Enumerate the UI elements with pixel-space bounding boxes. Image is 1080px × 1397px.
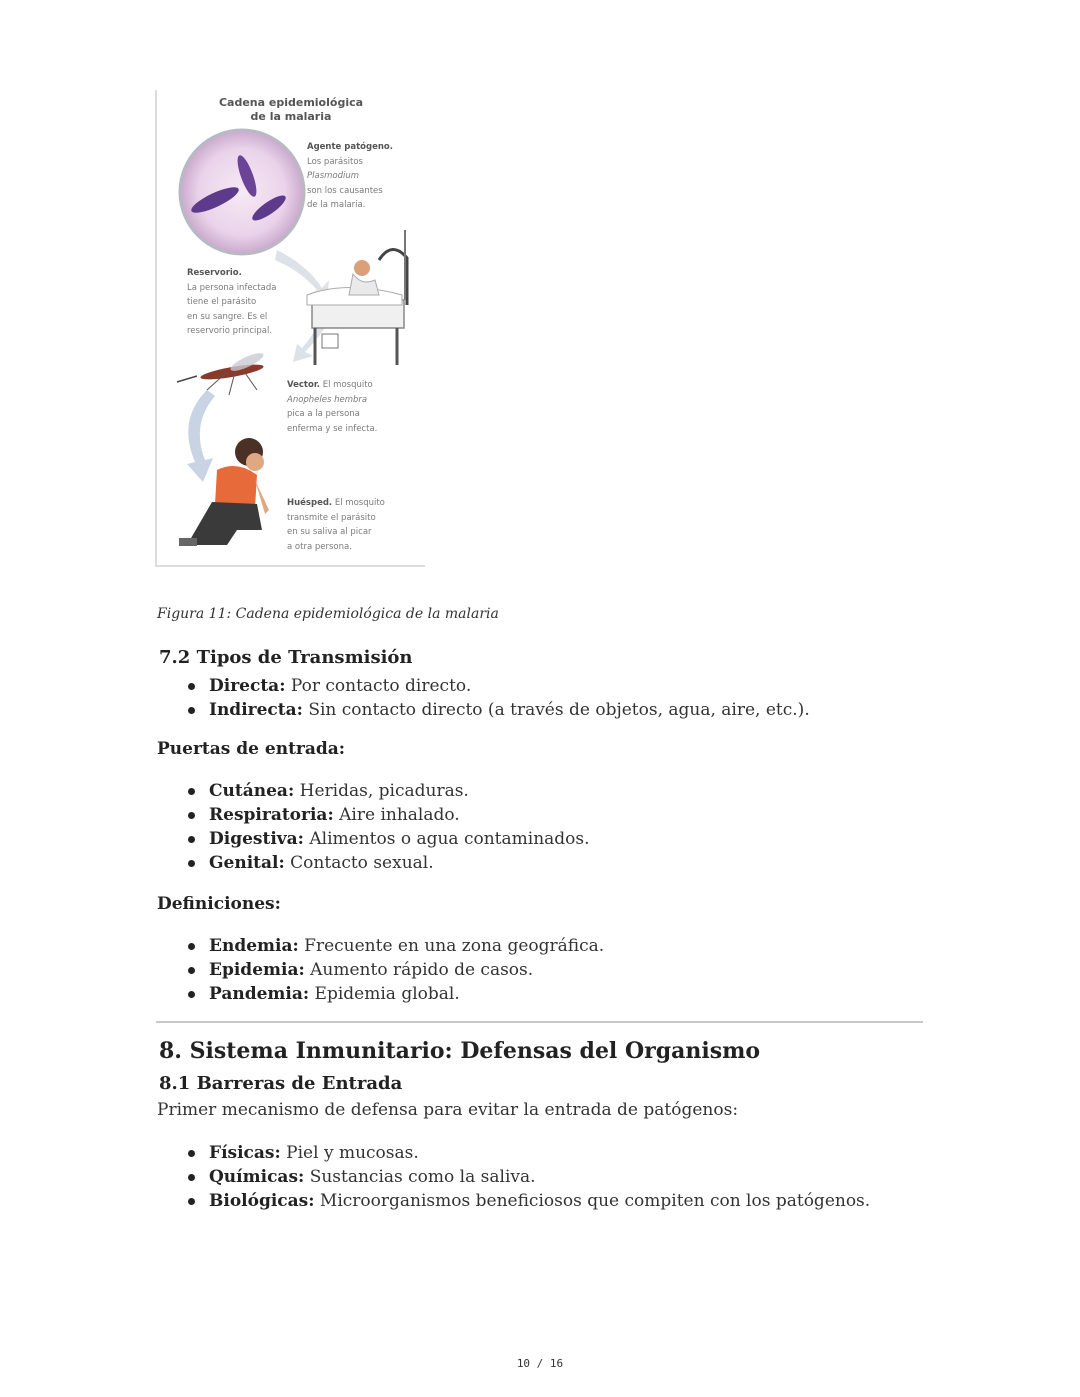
barriers-list (157, 1141, 870, 1213)
list-item (157, 851, 590, 875)
item-term: Directa: (209, 676, 286, 696)
item-desc: Por contacto directo. (285, 676, 472, 696)
note-title: Huésped. (287, 498, 333, 508)
item-term: Pandemia: (209, 984, 310, 1004)
item-term: Digestiva: (209, 829, 304, 849)
list-item (157, 934, 604, 958)
item-desc: Aumento rápido de casos. (304, 960, 534, 980)
note-line: reservorio principal. (187, 326, 273, 336)
item-term: Genital: (209, 853, 285, 873)
figure-title-line: de la malaria (250, 110, 332, 123)
list-item (157, 1141, 870, 1165)
definiciones-label: Definiciones: (157, 894, 281, 914)
note-agente (307, 140, 393, 213)
item-term: Físicas: (209, 1143, 281, 1163)
note-line: enferma y se infecta. (287, 423, 378, 434)
intro-paragraph: Primer mecanismo de defensa para evitar la entrada de patógenos: (157, 1100, 739, 1120)
item-desc: Alimentos o agua contaminados. (303, 829, 590, 849)
puertas-label: Puertas de entrada: (157, 739, 346, 759)
note-title: Reservorio. (187, 268, 242, 278)
note-line: tiene el parásito (187, 297, 257, 307)
note-line: son los causantes (307, 185, 383, 196)
bed-with-patient (307, 230, 407, 365)
parasite-cell (180, 130, 304, 254)
item-term: Biológicas: (209, 1191, 315, 1211)
note-reservorio (187, 266, 276, 339)
list-item (157, 803, 590, 827)
item-desc: Sin contacto directo (a través de objetos, agua, aire, etc.). (302, 700, 810, 720)
item-term: Cutánea: (209, 781, 295, 801)
figure-title (157, 96, 425, 124)
note-huesped (287, 496, 385, 554)
transmission-list (157, 674, 810, 722)
item-desc: Piel y mucosas. (280, 1143, 419, 1163)
list-item (157, 698, 810, 722)
note-line: Anopheles hembra (287, 394, 368, 405)
note-line: en su sangre. Es el (187, 311, 268, 322)
note-line: a otra persona. (287, 541, 352, 552)
puertas-list (157, 779, 590, 875)
section-heading-8-1: 8.1 Barreras de Entrada (159, 1073, 403, 1094)
note-line: pica a la persona (287, 409, 360, 419)
note-line: transmite el parásito (287, 512, 376, 523)
list-item (157, 1165, 870, 1189)
list-item (157, 779, 590, 803)
note-vector (287, 378, 377, 436)
section-heading-8: 8. Sistema Inmunitario: Defensas del Organismo (159, 1038, 761, 1064)
figure-caption: Figura 11: Cadena epidemiológica de la malaria (157, 606, 499, 622)
note-title: Vector. (287, 380, 321, 390)
section-heading-7-2: 7.2 Tipos de Transmisión (159, 647, 413, 668)
list-item (157, 982, 604, 1006)
note-line: La persona infectada (187, 282, 277, 293)
page-number: 10 / 16 (516, 1357, 564, 1370)
item-desc: Sustancias como la saliva. (304, 1167, 536, 1187)
item-term: Indirecta: (209, 700, 303, 720)
note-text: El mosquito (334, 498, 385, 508)
mosquito (177, 350, 265, 395)
malaria-figure (155, 90, 425, 567)
figure-title-line: Cadena epidemiológica (218, 96, 364, 109)
note-title: Agente patógeno. (307, 142, 393, 152)
list-item (157, 1189, 870, 1213)
section-divider (156, 1021, 923, 1023)
note-line: en su saliva al picar (287, 527, 372, 537)
note-line (287, 496, 385, 511)
item-term: Respiratoria: (209, 805, 334, 825)
item-desc: Microorganismos beneficiosos que compiten con los patógenos. (314, 1191, 871, 1211)
arrow-to-person (187, 390, 215, 482)
list-item (157, 958, 604, 982)
item-desc: Frecuente en una zona geográfica. (298, 936, 605, 956)
note-line: de la malaria. (307, 200, 366, 210)
list-item (157, 827, 590, 851)
item-term: Endemia: (209, 936, 299, 956)
item-desc: Contacto sexual. (284, 853, 434, 873)
note-text: El mosquito (322, 380, 373, 390)
note-line: Plasmodium (307, 171, 360, 181)
item-desc: Epidemia global. (309, 984, 460, 1004)
note-line: Los parásitos (307, 156, 363, 167)
item-term: Químicas: (209, 1167, 305, 1187)
definiciones-list (157, 934, 604, 1006)
list-item (157, 674, 810, 698)
item-term: Epidemia: (209, 960, 305, 980)
note-line (287, 378, 377, 393)
item-desc: Aire inhalado. (333, 805, 460, 825)
item-desc: Heridas, picaduras. (294, 781, 469, 801)
